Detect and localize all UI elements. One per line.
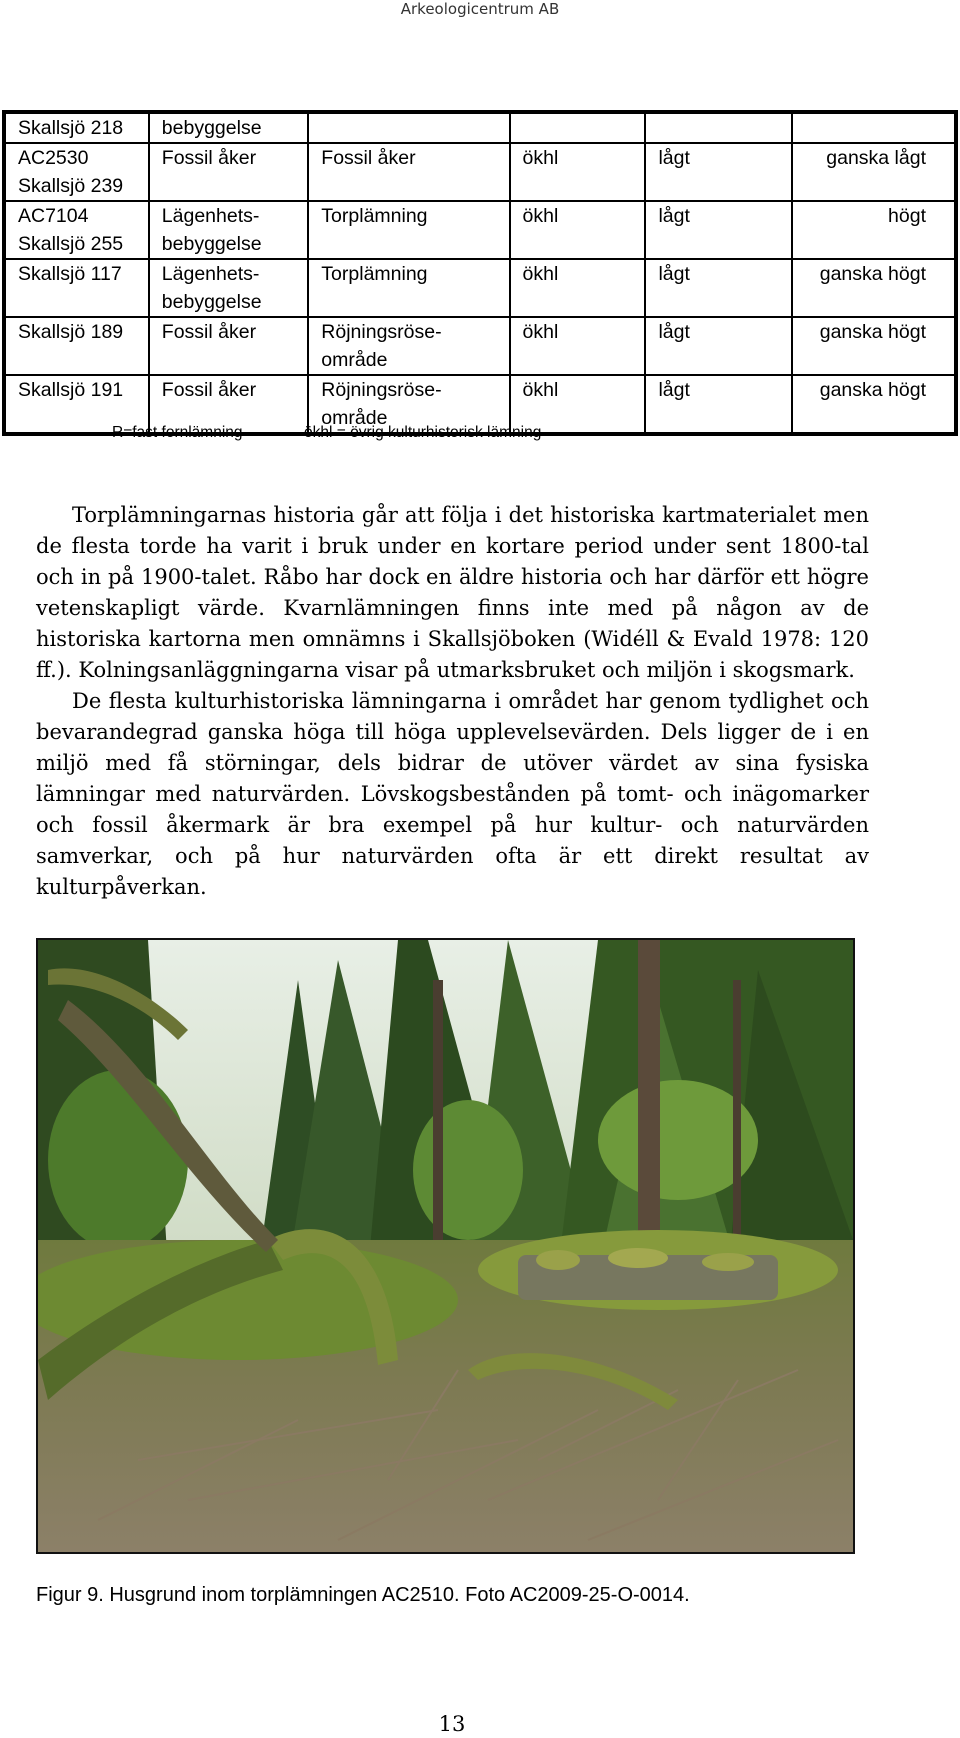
page-header: Arkeologicentrum AB xyxy=(400,0,560,18)
cell-text: ökhl xyxy=(522,379,559,401)
table-cell xyxy=(308,259,509,317)
table-row xyxy=(4,143,956,201)
cell-text: område xyxy=(321,349,388,371)
cell-text: ökhl xyxy=(522,263,559,285)
body-text xyxy=(36,500,869,903)
cell-text: Lägenhets- xyxy=(161,205,260,227)
cell-text: lågt xyxy=(658,205,690,227)
cell-text: Skallsjö 189 xyxy=(18,321,124,343)
table-cell xyxy=(645,201,792,259)
table-cell xyxy=(792,112,956,143)
table-cell xyxy=(510,259,646,317)
table-cell xyxy=(149,201,309,259)
legend-fast-fornlamning: R=fast fornlämning xyxy=(112,424,243,441)
table-cell xyxy=(4,143,149,201)
table-cell xyxy=(308,112,509,143)
cell-text: Fossil åker xyxy=(161,379,257,401)
forest-photo xyxy=(36,938,855,1554)
table-row xyxy=(4,112,956,143)
cell-text: Skallsjö 117 xyxy=(18,263,122,285)
figure-caption: Figur 9. Husgrund inom torplämningen AC2510. Foto AC2009-25-O-0014. xyxy=(36,1584,690,1606)
cell-text: Skallsjö 191 xyxy=(18,379,124,401)
cell-text: ganska högt xyxy=(819,321,926,343)
table-cell xyxy=(792,375,956,434)
table-cell xyxy=(149,317,309,375)
table-cell xyxy=(149,259,309,317)
cell-text: Skallsjö 218 xyxy=(18,117,124,139)
table-cell xyxy=(510,201,646,259)
cell-text: lågt xyxy=(658,147,690,169)
legend-okhl: ökhl = övrig kulturhistorisk lämning xyxy=(304,424,542,441)
table-cell xyxy=(308,143,509,201)
cell-text: lågt xyxy=(658,379,690,401)
table-cell xyxy=(4,201,149,259)
cell-text: ökhl xyxy=(522,147,559,169)
table-cell xyxy=(510,112,646,143)
cell-text: ganska högt xyxy=(819,379,926,401)
cell-text: Fossil åker xyxy=(321,147,416,169)
table-cell xyxy=(645,317,792,375)
cell-text: AC2530 xyxy=(18,147,89,169)
cell-text: AC7104 xyxy=(18,205,89,227)
table-row xyxy=(4,201,956,259)
cell-text: lågt xyxy=(658,321,690,343)
paragraph: Torplämningarnas historia går att följa i det historiska kartmaterialet men de flesta torde ha varit i bruk under en kortare period under sent 1800-tal och in på 1900-talet. Råbo har dock en äldre historia och har därför ett högre vetenskapligt värde. Kvarnlämningen finns inte med på någon av de historiska kartorna men omnämns i Skallsjöboken (Widéll & Evald 1978: 120 ff.). Kolningsanläggningarna visar på utmarksbruket och miljön i skogsmark. xyxy=(36,503,869,682)
table-row xyxy=(4,317,956,375)
cell-text: Röjningsröse- xyxy=(321,379,442,401)
table-cell xyxy=(645,375,792,434)
cell-text: Torplämning xyxy=(321,263,428,285)
table-cell xyxy=(792,143,956,201)
cell-text: ökhl xyxy=(522,205,559,227)
cell-text: bebyggelse xyxy=(161,291,262,313)
cell-text: högt xyxy=(888,205,926,227)
cultural-remains-table xyxy=(2,110,958,436)
table-cell xyxy=(645,143,792,201)
page-number: 13 xyxy=(438,1712,466,1736)
table-cell xyxy=(792,201,956,259)
table-cell xyxy=(792,317,956,375)
forest-photo-image xyxy=(38,940,853,1552)
table-cell xyxy=(510,143,646,201)
cell-text: Lägenhets- xyxy=(161,263,260,285)
table-cell xyxy=(308,317,509,375)
cell-text: Fossil åker xyxy=(161,321,257,343)
table-cell xyxy=(149,143,309,201)
cell-text: lågt xyxy=(658,263,690,285)
table-cell xyxy=(308,201,509,259)
cell-text: bebyggelse xyxy=(161,117,262,139)
cell-text: Fossil åker xyxy=(161,147,257,169)
cell-text: ganska lågt xyxy=(826,147,926,169)
cell-text: ökhl xyxy=(522,321,559,343)
table-cell xyxy=(645,259,792,317)
table-cell xyxy=(149,112,309,143)
cell-text: bebyggelse xyxy=(161,233,262,255)
table-cell xyxy=(4,112,149,143)
table-cell xyxy=(645,112,792,143)
table-cell xyxy=(4,259,149,317)
paragraph: De flesta kulturhistoriska lämningarna i området har genom tydlighet och bevarandegrad ganska höga till höga upplevelsevärden. Dels ligger de i en miljö med få störningar, dels bidrar de utöver värdet av sina fysiska lämningar med naturvärden. Lövskogsbestånden på tomt- och inägomarker och fossil åkermark är bra exempel på hur kultur- och naturvärden samverkar, och på hur naturvärden ofta är ett direkt resultat av kulturpåverkan. xyxy=(36,689,869,899)
cell-text: ganska högt xyxy=(819,263,926,285)
cell-text: Skallsjö 239 xyxy=(18,175,124,197)
cell-text: Skallsjö 255 xyxy=(18,233,124,255)
cell-text: område xyxy=(321,407,388,429)
table-cell xyxy=(792,259,956,317)
table-cell xyxy=(4,317,149,375)
table-row xyxy=(4,259,956,317)
table-cell xyxy=(510,317,646,375)
cell-text: Röjningsröse- xyxy=(321,321,442,343)
cell-text: Torplämning xyxy=(321,205,428,227)
